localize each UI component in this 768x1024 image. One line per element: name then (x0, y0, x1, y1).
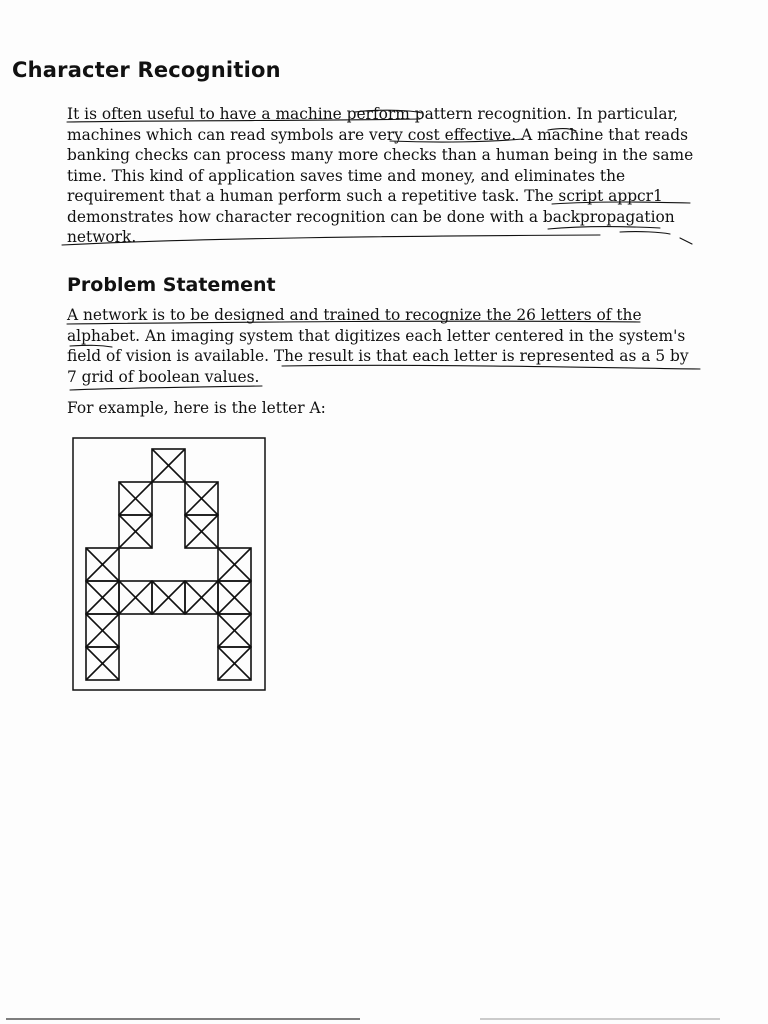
grid-cell-on (86, 647, 119, 680)
intro-line: It is often useful to have a machine perform pattern recognition. In particular, (67, 105, 679, 123)
bottom-rule (0, 1018, 768, 1020)
intro-line: time. This kind of application saves time and money, and eliminates the (67, 166, 626, 185)
intro-line: machines which can read symbols are very cost effective. A machine that reads (67, 125, 688, 144)
grid-cell-on (218, 581, 251, 614)
problem-paragraph (67, 305, 707, 387)
intro-line: requirement that a human perform such a repetitive task. The script appcr1 (67, 187, 663, 205)
intro-line: banking checks can process many more checks than a human being in the same (67, 146, 694, 164)
grid-cell-on (185, 581, 218, 614)
grid-cell-on (218, 614, 251, 647)
problem-line: 7 grid of boolean values. (67, 367, 260, 386)
grid-cell-on (119, 581, 152, 614)
grid-cell-on (218, 548, 251, 581)
letter-grid (72, 437, 268, 693)
grid-cell-on (152, 449, 185, 482)
section-heading: Problem Statement (67, 274, 276, 296)
grid-cell-on (119, 515, 152, 548)
grid-cell-on (185, 515, 218, 548)
grid-cell-on (86, 548, 119, 581)
grid-cell-on (152, 581, 185, 614)
intro-line: network. (67, 228, 137, 246)
grid-cell-on (218, 647, 251, 680)
grid-cell-on (119, 482, 152, 515)
page-title: Character Recognition (12, 58, 281, 82)
problem-line: field of vision is available. The result is that each letter is represented as a 5 by (67, 347, 689, 365)
grid-cell-on (185, 482, 218, 515)
problem-line: alphabet. An imaging system that digitizes each letter centered in the system's (67, 326, 686, 345)
caption-line: For example, here is the letter A: (67, 399, 326, 417)
grid-cell-on (86, 614, 119, 647)
letter-grid-figure (72, 437, 268, 697)
problem-line: A network is to be designed and trained to recognize the 26 letters of the (67, 306, 642, 324)
grid-cell-on (86, 581, 119, 614)
intro-paragraph (67, 104, 707, 248)
example-caption (67, 398, 707, 419)
intro-line: demonstrates how character recognition can be done with a backpropagation (67, 207, 675, 226)
